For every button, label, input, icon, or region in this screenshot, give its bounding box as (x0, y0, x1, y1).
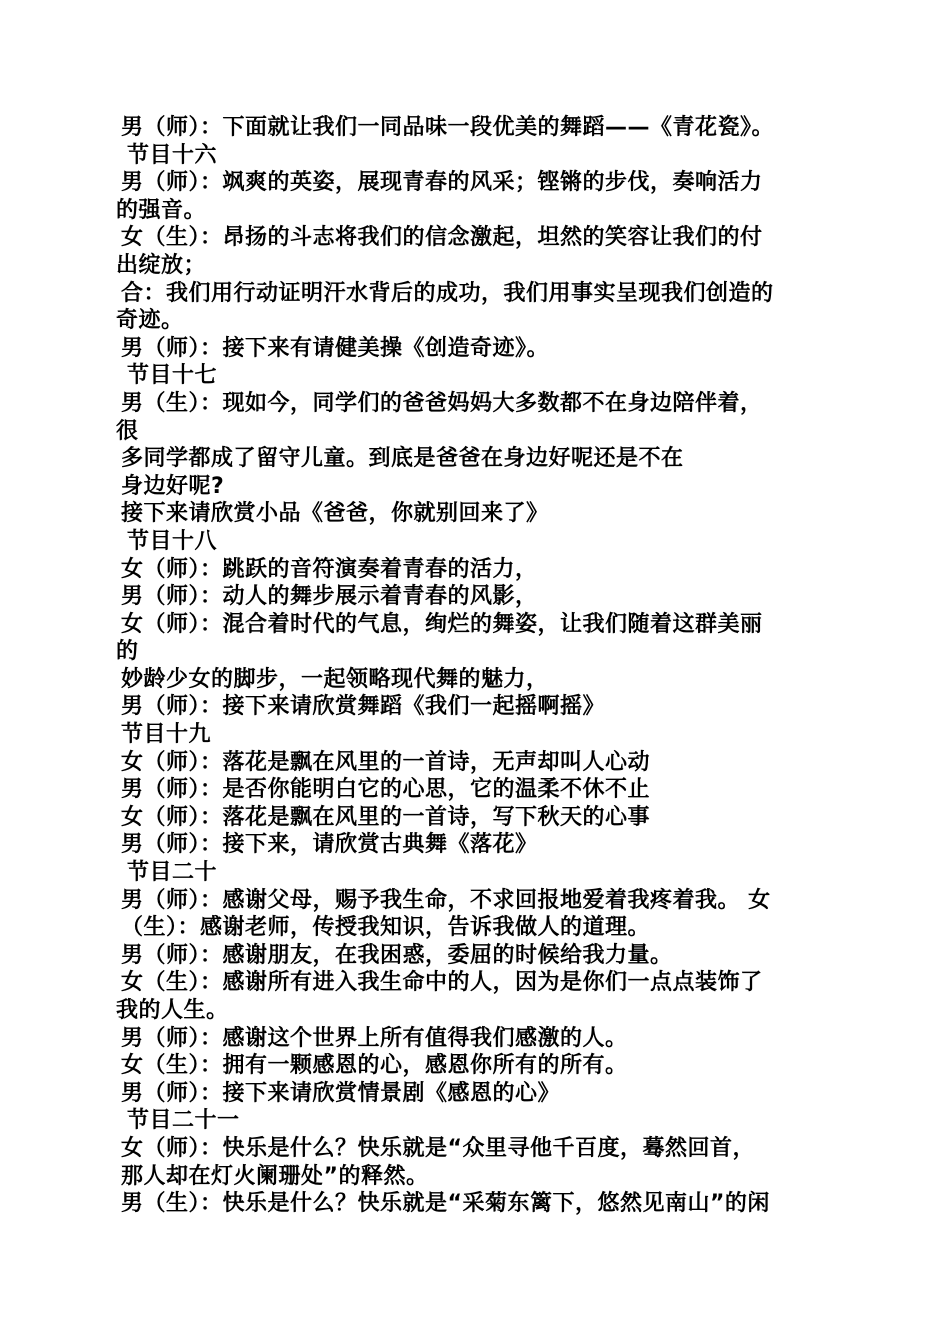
text-line: 男（师）：是否你能明白它的心思，它的温柔不休不止 (121, 777, 651, 803)
text-line: 男（生）：现如今，同学们的爸爸妈妈大多数都不在身边陪伴着， (121, 390, 763, 416)
text-line: 多同学都成了留守儿童。到底是爸爸在身边好呢还是不在 (121, 446, 684, 472)
text-line: 男（师）：感谢父母，赐予我生命，不求回报地爱着我疼着我。 女 (121, 887, 771, 913)
text-line: 男（师）：飒爽的英姿，展现青春的风采；铿锵的步伐，奏响活力 (121, 170, 763, 196)
script-text-body (116, 114, 836, 1218)
text-line: 合：我们用行动证明汗水背后的成功，我们用事实呈现我们创造的 (121, 280, 774, 306)
text-line: 身边好呢? (121, 473, 225, 499)
text-line: 的 (116, 639, 139, 665)
text-line: 妙龄少女的脚步，一起领略现代舞的魅力， (121, 666, 549, 692)
text-line: 女（师）：落花是飘在风里的一首诗，写下秋天的心事 (121, 804, 651, 830)
text-line: 很 (116, 418, 139, 444)
text-line: 女（师）：落花是飘在风里的一首诗，无声却叫人心动 (121, 749, 651, 775)
text-line: 女（生）：感谢所有进入我生命中的人，因为是你们一点点装饰了 (121, 970, 763, 996)
text-line: 女（师）：跳跃的音符演奏着青春的活力， (121, 556, 538, 582)
text-line: 女（生）：拥有一颗感恩的心，感恩你所有的所有。 (121, 1053, 628, 1079)
section-heading: 节目十九 (121, 722, 212, 748)
text-line: 男（师）：感谢朋友，在我困惑，委屈的时候给我力量。 (121, 942, 673, 968)
text-line: 男（师）：下面就让我们一同品味一段优美的舞蹈——《青花瓷》。 (121, 115, 775, 140)
text-line: 男（生）：快乐是什么？快乐就是“采菊东篱下，悠然见南山”的闲 (121, 1191, 770, 1217)
text-line: 男（师）：接下来请欣赏舞蹈《我们一起摇啊摇》 (121, 694, 606, 720)
text-line: 那人却在灯火阑珊处”的释然。 (121, 1163, 429, 1189)
text-line: 出绽放； (116, 252, 207, 278)
text-line: 男（师）：接下来，请欣赏古典舞《落花》 (121, 832, 538, 858)
text-line: 女（师）：快乐是什么？快乐就是“众里寻他千百度，蓦然回首， (121, 1135, 755, 1161)
text-line: 男（师）：动人的舞步展示着青春的风影， (121, 584, 538, 610)
section-heading: 节目十六 (127, 142, 218, 168)
section-heading: 节目十八 (127, 528, 218, 554)
text-line: 我的人生。 (116, 998, 229, 1023)
text-line: 的强音。 (116, 197, 207, 223)
text-line: 女（生）：昂扬的斗志将我们的信念激起，坦然的笑容让我们的付 (121, 225, 763, 251)
text-line: 男（师）：接下来请欣赏情景剧《感恩的心》 (121, 1080, 561, 1106)
section-heading: 节目二十一 (127, 1108, 240, 1134)
section-heading: 节目十七 (127, 363, 218, 389)
text-line: 接下来请欣赏小品《爸爸，你就别回来了》 (121, 501, 549, 527)
text-line: 奇迹。 (116, 308, 184, 334)
text-line: 女（师）：混合着时代的气息，绚烂的舞姿，让我们随着这群美丽 (121, 611, 763, 637)
section-heading: 节目二十 (127, 860, 218, 886)
text-line: （生）：感谢老师，传授我知识，告诉我做人的道理。 (121, 915, 651, 941)
text-line: 男（师）：接下来有请健美操《创造奇迹》。 (121, 335, 550, 361)
text-line: 男（师）：感谢这个世界上所有值得我们感激的人。 (121, 1025, 628, 1051)
